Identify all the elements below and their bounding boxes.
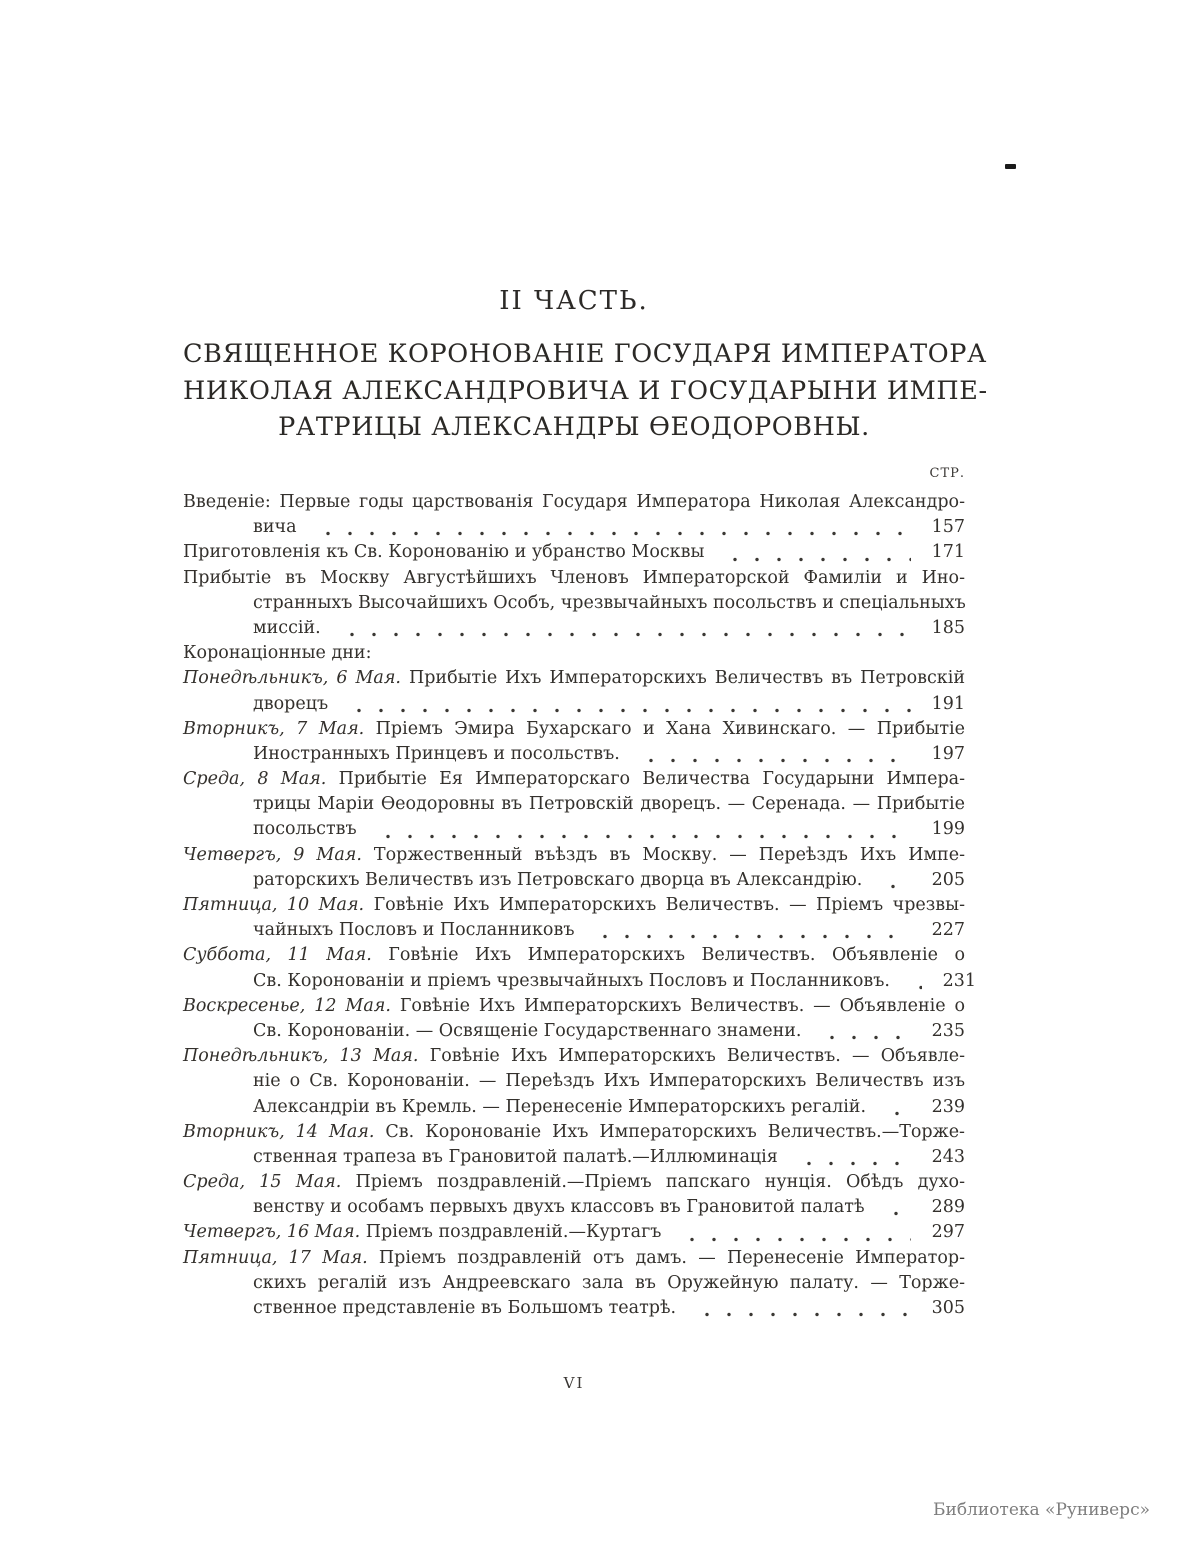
toc-day-date: Понедѣльникъ, 6 Мая. [183,668,409,689]
toc-line [183,540,965,565]
toc-entry [183,717,965,767]
page-number: 297 [931,1222,965,1243]
toc-line-text: Александріи въ Кремль. — Перенесеніе Императорскихъ регалій. [253,1096,867,1117]
page-number: 205 [931,869,965,890]
toc-line: Вторникъ, 14 Мая. Св. Коронованіе Ихъ Императорскихъ Величествъ.—Торже- [183,1121,965,1142]
dot-leader [874,880,911,893]
toc-line-text: ственное представленіе въ Большомъ театрѣ. [253,1298,677,1318]
toc-entry [183,1170,965,1220]
toc-line-text: ственная трапеза въ Грановитой палатѣ.—Иллюминація [253,1146,778,1167]
toc-entry [183,767,965,843]
toc-day-date: Пятница, 17 Мая. [183,1247,379,1268]
toc-line: Понедѣльникъ, 13 Мая. Говѣніе Ихъ Императорскихъ Величествъ. — Объявле- [183,1046,965,1067]
library-watermark: Библиотека «Руниверс» [933,1500,1150,1520]
dot-leader [716,553,911,566]
toc-line: странныхъ Высочайшихъ Особъ, чрезвычайныхъ посольствъ и спеціальныхъ [253,592,966,613]
dot-leader [902,981,922,994]
dot-leader [790,1157,911,1170]
toc-line [183,616,965,641]
toc-line: Коронаціонные дни: [183,643,372,664]
toc-entry [183,1044,965,1120]
toc-line [183,817,965,842]
toc-day-date: Четвергъ, 9 Мая. [183,844,374,865]
toc-line [183,1220,965,1245]
toc-line-text: Иностранныхъ Принцевъ и посольствъ. [253,743,620,764]
toc-entry [183,540,965,565]
toc-line-text: вича [253,517,297,538]
page-number: 171 [931,542,965,563]
dot-leader [877,1207,912,1220]
toc-day-date: Суббота, 11 Мая. [183,945,389,966]
toc-line [183,969,976,994]
toc-line-text: Приготовленія къ Св. Коронованію и убранство Москвы [183,542,705,563]
toc-entry [183,994,965,1044]
toc-line [183,1145,965,1170]
page-number: 243 [931,1146,965,1167]
toc-line: Прибытіе въ Москву Августѣйшихъ Членовъ Императорской Фамиліи и Ино- [183,567,965,588]
toc-day-date: Вторникъ, 14 Мая. [183,1121,386,1142]
toc-line [183,868,965,893]
toc-line-text: Св. Коронованіи. — Освященіе Государственнаго знамени. [253,1020,802,1041]
toc-entry [183,1246,965,1322]
toc-line: Пятница, 17 Мая. Пріемъ поздравленій отъ дамъ. — Перенесеніе Император- [183,1247,965,1268]
folio-page-number: VI [563,1374,585,1392]
toc-line [183,742,965,767]
toc-line [183,1296,965,1321]
dot-leader [309,527,911,540]
toc-day-date: Воскресенье, 12 Мая. [183,995,400,1016]
toc-day-date: Пятница, 10 Мая. [183,895,374,915]
toc-day-date: Среда, 15 Мая. [183,1172,356,1193]
page-number: 239 [931,1096,965,1117]
part-title: II ЧАСТЬ. [499,286,649,316]
toc-day-date: Среда, 8 Мая. [183,769,339,790]
page-number: 231 [942,970,976,991]
toc-entry [183,893,965,943]
toc-entry [183,943,976,993]
toc-line: Вторникъ, 7 Мая. Пріемъ Эмира Бухарскаго и Хана Хивинскаго. — Прибытіе [183,718,965,739]
dot-leader [813,1031,911,1044]
toc-line-text: чайныхъ Пословъ и Посланниковъ [253,920,575,941]
toc-line [183,1095,965,1120]
dot-leader [688,1308,911,1321]
toc-line-text: посольствъ [253,819,357,840]
toc-day-date: Четвергъ, 16 Мая. [183,1222,366,1243]
page-number: 185 [931,617,965,638]
toc-entry [183,1220,965,1245]
chapter-heading [183,336,988,446]
toc-entry [183,666,965,716]
toc-line-text: миссій. [253,617,321,638]
page-number: 191 [931,693,965,714]
toc-line: Воскресенье, 12 Мая. Говѣніе Ихъ Императорскихъ Величествъ. — Объявленіе о [183,995,966,1016]
toc-line: Введеніе: Первые годы царствованія Государя Императора Николая Александро- [183,492,965,512]
dot-leader [333,628,911,641]
toc-entry [183,490,965,540]
toc-line-text: венству и особамъ первыхъ двухъ классовъ въ Грановитой палатѣ [253,1197,865,1218]
toc-day-date: Понедѣльникъ, 13 Мая. [183,1046,430,1067]
toc-line: Четвергъ, 9 Мая. Торжественный въѣздъ въ Москву. — Переѣздъ Ихъ Импе- [183,844,965,865]
toc-line-text: дворецъ [253,693,329,714]
toc-entry [183,843,965,893]
toc-line: Пятница, 10 Мая. Говѣніе Ихъ Императорскихъ Величествъ. — Пріемъ чрезвы- [183,895,965,915]
dot-leader [369,830,911,843]
toc-line [183,1195,965,1220]
toc-entry [183,641,965,666]
chapter-heading-line: РАТРИЦЫ АЛЕКСАНДРЫ ѲЕОДОРОВНЫ. [278,412,870,442]
page-number: 235 [931,1020,965,1041]
dot-leader [878,1107,911,1120]
toc-entry [183,566,965,642]
toc-line: Понедѣльникъ, 6 Мая. Прибытіе Ихъ Императорскихъ Величествъ въ Петровскій [183,668,965,689]
toc-day-date: Вторникъ, 7 Мая. [183,718,376,739]
toc-line: Суббота, 11 Мая. Говѣніе Ихъ Императорскихъ Величествъ. Объявленіе о [183,945,965,966]
toc-entry [183,1120,965,1170]
toc-line: ніе о Св. Коронованіи. — Переѣздъ Ихъ Императорскихъ Величествъ изъ [253,1071,965,1092]
toc-line-text: раторскихъ Величествъ изъ Петровскаго дворца въ Александрію. [253,869,863,890]
page-number: 227 [931,920,965,941]
page-number: 305 [931,1298,965,1318]
toc-line: скихъ регалій изъ Андреевскаго зала въ Оружейную палату. — Торже- [253,1272,965,1293]
toc-line: трицы Маріи Ѳеодоровны въ Петровскій дворецъ. — Серенада. — Прибытіе [253,794,965,815]
toc-line [183,1019,965,1044]
toc-line-text: Четвергъ, 16 Мая. Пріемъ поздравленій.—Куртагъ [183,1222,662,1243]
toc-line [183,515,965,540]
page-number: 199 [931,819,965,840]
toc-line [183,692,965,717]
chapter-heading-line: НИКОЛАЯ АЛЕКСАНДРОВИЧА И ГОСУДАРЫНИ ИМПЕ- [183,375,988,406]
toc-line: Среда, 15 Мая. Пріемъ поздравленій.—Пріемъ папскаго нунція. Обѣдъ духо- [183,1172,966,1193]
chapter-heading-line: СВЯЩЕННОЕ КОРОНОВАНІЕ ГОСУДАРЯ ИМПЕРАТОРА [183,339,987,369]
page-column-header: СТР. [929,466,965,481]
toc-entries [183,490,976,1321]
scan-artifact-dash [1005,164,1016,169]
dot-leader [673,1233,911,1246]
page-number: 157 [931,517,965,538]
toc-line [183,918,965,943]
page-number: 289 [931,1197,965,1218]
page-number: 197 [931,743,965,764]
dot-leader [586,930,911,943]
toc-line-text: Св. Коронованіи и пріемъ чрезвычайныхъ Пословъ и Посланниковъ. [253,970,890,991]
toc-line: Среда, 8 Мая. Прибытіе Ея Императорскаго Величества Государыни Импера- [183,769,965,790]
dot-leader [632,754,911,767]
dot-leader [340,704,911,717]
